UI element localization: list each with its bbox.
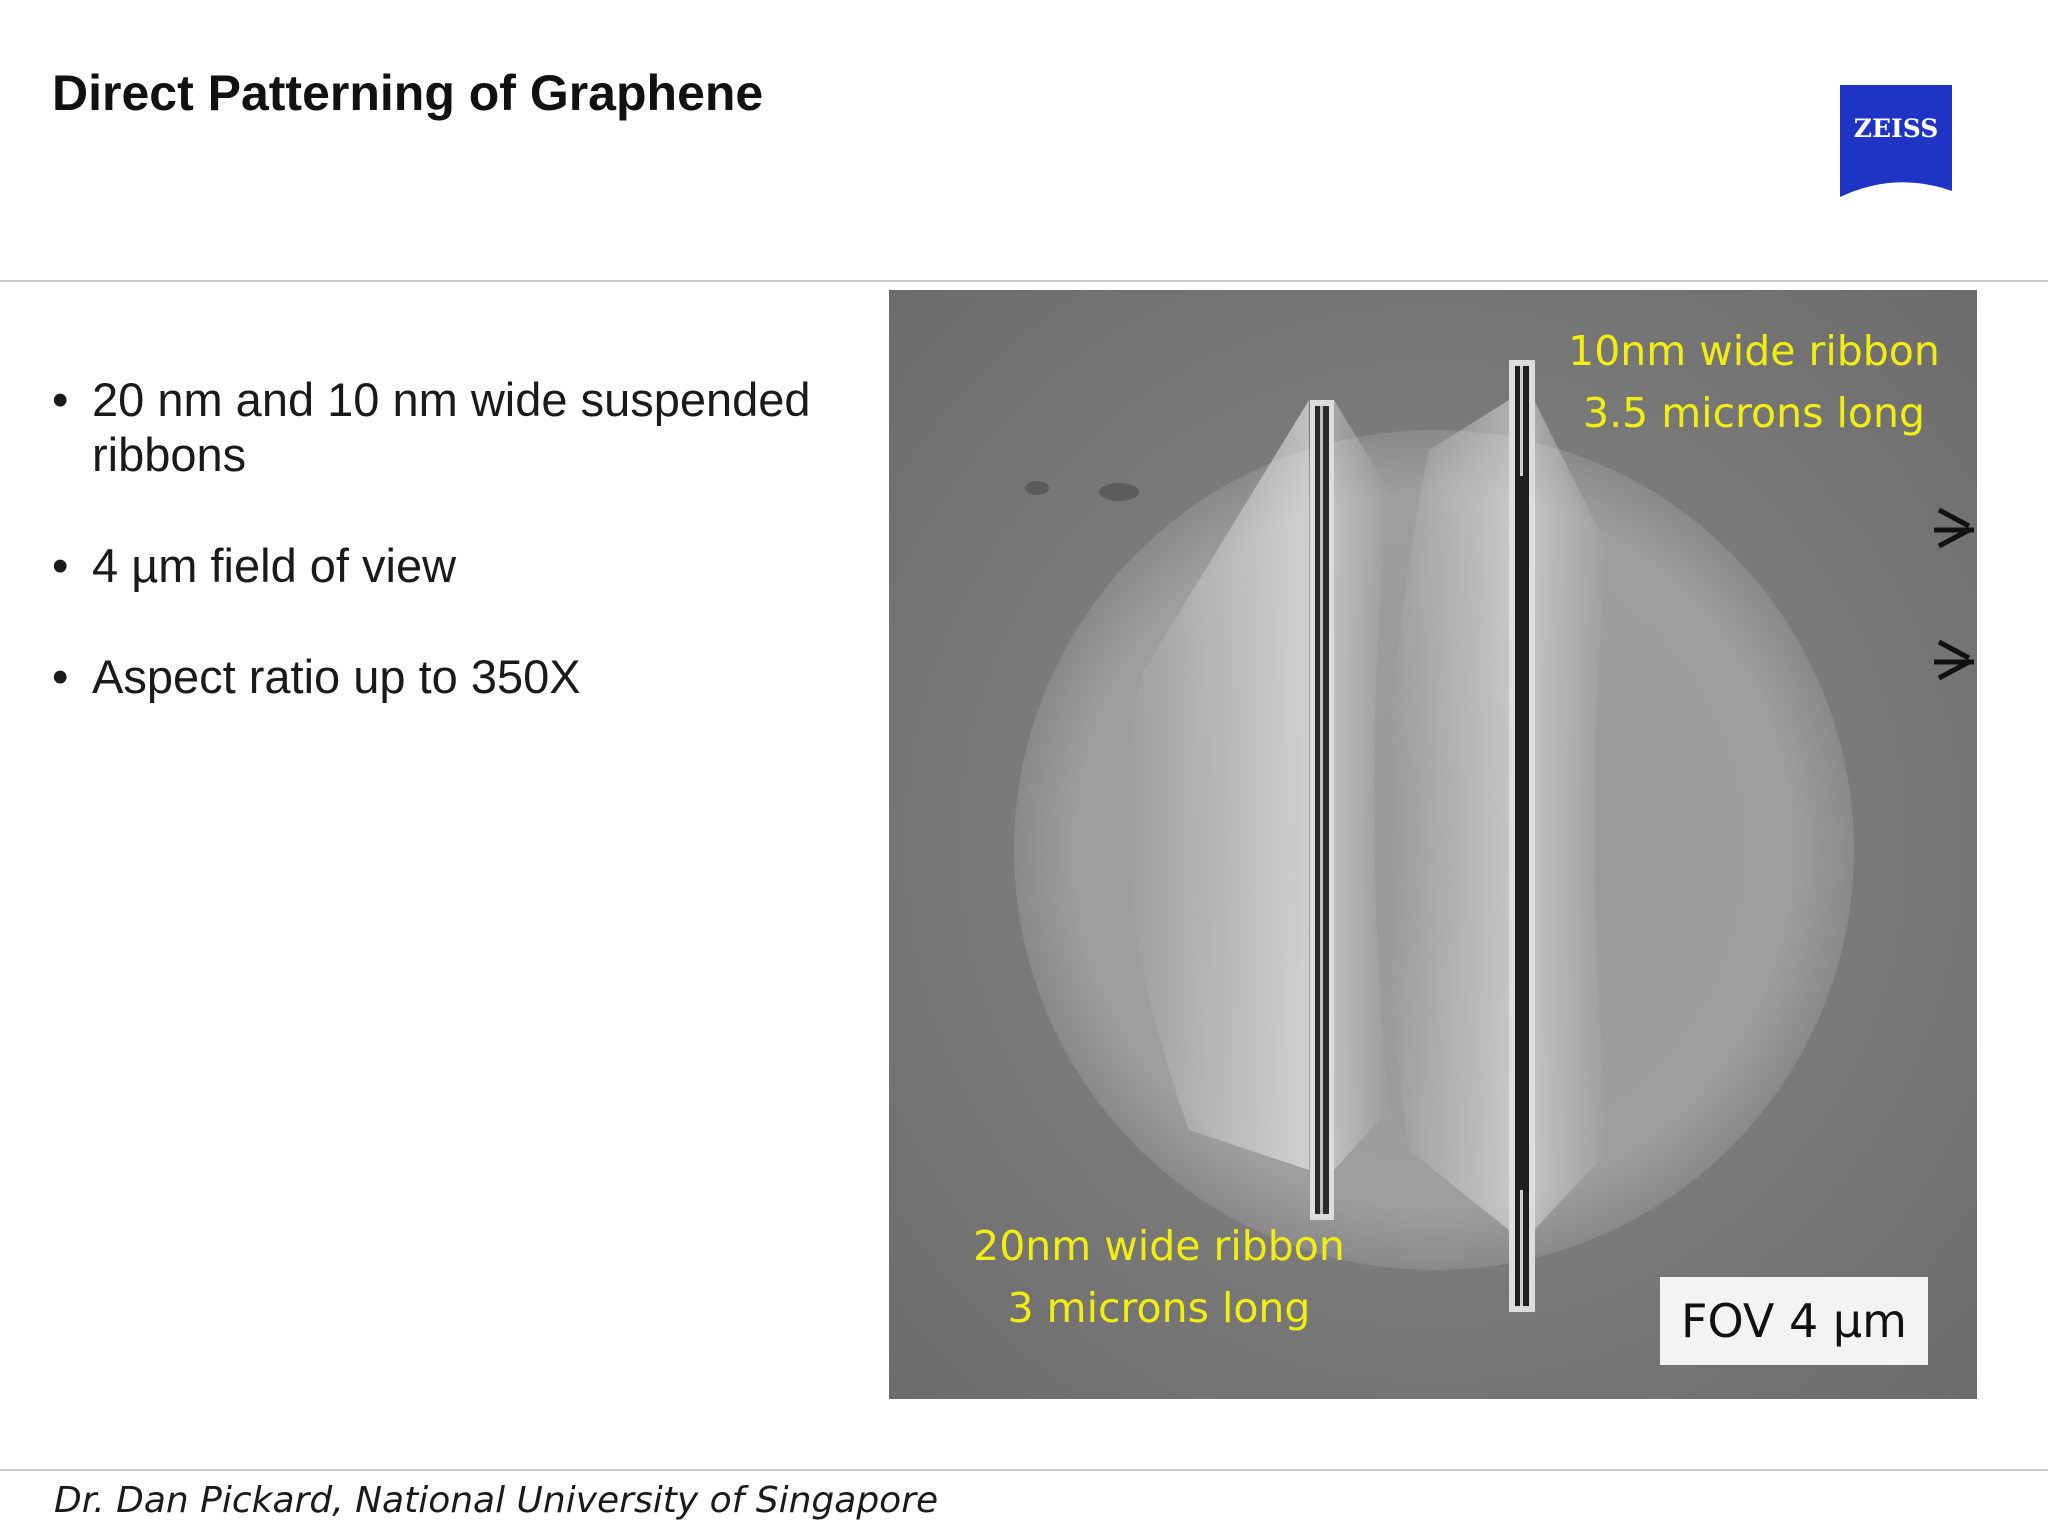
annotation-line: 20nm wide ribbon — [973, 1222, 1345, 1270]
bullet-marker: • — [52, 373, 69, 426]
annotation-20nm-ribbon — [929, 1215, 1389, 1339]
bullet-item — [52, 649, 832, 704]
bullet-marker: • — [52, 539, 69, 592]
bullet-marker: • — [52, 650, 69, 703]
bullet-text: 20 nm and 10 nm wide suspended ribbons — [92, 373, 811, 481]
footer-divider — [0, 1469, 2048, 1471]
annotation-line: 10nm wide ribbon — [1568, 327, 1940, 375]
bullet-text: Aspect ratio up to 350X — [92, 650, 581, 703]
bullet-list — [52, 372, 832, 760]
bullet-item — [52, 372, 832, 482]
microscope-image — [889, 290, 1977, 1399]
annotation-line: 3 microns long — [1007, 1284, 1311, 1332]
header-divider — [0, 280, 2048, 282]
footer-credit: Dr. Dan Pickard, National University of Singapore — [54, 1480, 939, 1521]
zeiss-logo — [1840, 85, 1952, 197]
slide-title: Direct Patterning of Graphene — [52, 65, 764, 121]
zeiss-logo-text: ZEISS — [1853, 114, 1939, 143]
annotation-10nm-ribbon — [1539, 320, 1969, 444]
annotation-line: 3.5 microns long — [1582, 389, 1925, 437]
bullet-item — [52, 538, 832, 593]
fov-label: FOV 4 µm — [1660, 1277, 1928, 1365]
bullet-text: 4 µm field of view — [92, 539, 457, 592]
